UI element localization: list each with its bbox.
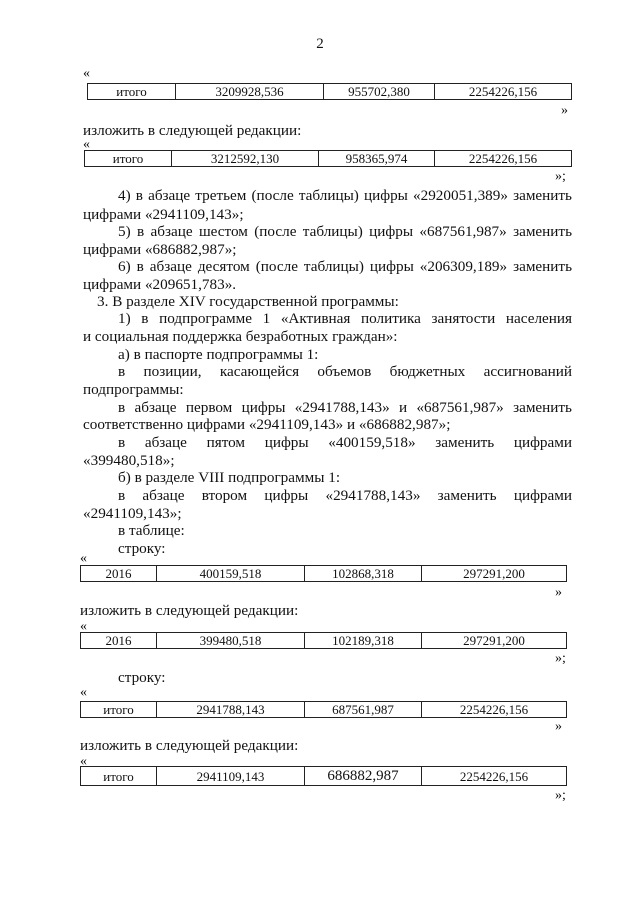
quote-close: » — [555, 585, 562, 600]
quote-open: « — [80, 685, 87, 700]
item-4-line: цифрами «2941109,143»; — [83, 206, 244, 223]
table-cell: 955702,380 — [324, 84, 435, 100]
table-row — [88, 84, 572, 100]
table-row — [81, 767, 567, 786]
position-line: подпрограммы: — [83, 381, 184, 398]
table-cell: 2254226,156 — [435, 84, 572, 100]
row-label: строку: — [118, 669, 166, 686]
second-paragraph-line: «2941109,143»; — [83, 505, 182, 522]
table-cell: итого — [81, 702, 157, 718]
quote-open: « — [83, 66, 90, 81]
data-table-3 — [80, 565, 567, 582]
quote-open: « — [80, 619, 87, 634]
quote-close: »; — [555, 788, 566, 803]
quote-open: « — [83, 137, 90, 152]
edit-instruction: изложить в следующей редакции: — [80, 737, 299, 754]
table-row — [85, 151, 572, 167]
table-cell: 2254226,156 — [422, 767, 567, 786]
table-cell: итого — [81, 767, 157, 786]
table-cell: 2254226,156 — [422, 702, 567, 718]
table-cell: 2941109,143 — [157, 767, 305, 786]
second-paragraph-line: в абзаце втором цифры «2941788,143» заменить цифрами — [118, 487, 572, 504]
table-cell: 2254226,156 — [435, 151, 572, 167]
edit-instruction: изложить в следующей редакции: — [83, 122, 302, 139]
data-table-5 — [80, 701, 567, 718]
data-table-2 — [84, 150, 572, 167]
table-cell: 102189,318 — [305, 633, 422, 649]
item-6-line: цифрами «209651,783». — [83, 276, 237, 293]
row-label: строку: — [118, 540, 166, 557]
section-heading: 3. В разделе XIV государственной программы: — [97, 293, 399, 310]
page-number: 2 — [316, 36, 324, 52]
table-cell: 400159,518 — [157, 566, 305, 582]
table-cell: 958365,974 — [319, 151, 435, 167]
paragraph-a: а) в паспорте подпрограммы 1: — [118, 346, 319, 363]
table-cell: 3212592,130 — [172, 151, 319, 167]
subprogram-line: и социальная поддержка безработных граждан»: — [83, 328, 398, 345]
first-paragraph-line: соответственно цифрами «2941109,143» и «686882,987»; — [83, 416, 451, 433]
first-paragraph-line: в абзаце первом цифры «2941788,143» и «687561,987» заменить — [118, 399, 572, 416]
position-line: в позиции, касающейся объемов бюджетных ассигнований — [118, 363, 572, 380]
table-cell: 399480,518 — [157, 633, 305, 649]
quote-open: « — [80, 754, 87, 769]
subprogram-line: 1) в подпрограмме 1 «Активная политика занятости населения — [118, 310, 572, 327]
table-cell: 102868,318 — [305, 566, 422, 582]
data-table-1 — [87, 83, 572, 100]
edit-instruction: изложить в следующей редакции: — [80, 602, 299, 619]
item-5-line: 5) в абзаце шестом (после таблицы) цифры «687561,987» заменить — [118, 223, 572, 240]
table-cell: 297291,200 — [422, 633, 567, 649]
table-cell: 687561,987 — [305, 702, 422, 718]
in-table-line: в таблице: — [118, 522, 185, 539]
table-cell: 2016 — [81, 566, 157, 582]
table-cell: 297291,200 — [422, 566, 567, 582]
item-4-line: 4) в абзаце третьем (после таблицы) цифры «2920051,389» заменить — [118, 187, 572, 204]
fifth-paragraph-line: «399480,518»; — [83, 452, 175, 469]
quote-close: » — [561, 103, 568, 118]
table-cell: 3209928,536 — [176, 84, 324, 100]
item-6-line: 6) в абзаце десятом (после таблицы) цифры «206309,189» заменить — [118, 258, 572, 275]
table-cell: 686882,987 — [305, 767, 422, 786]
quote-close: » — [555, 719, 562, 734]
quote-open: « — [80, 551, 87, 566]
data-table-4 — [80, 632, 567, 649]
item-5-line: цифрами «686882,987»; — [83, 241, 237, 258]
quote-close: »; — [555, 169, 566, 184]
table-cell: 2016 — [81, 633, 157, 649]
fifth-paragraph-line: в абзаце пятом цифры «400159,518» заменить цифрами — [118, 434, 572, 451]
table-cell: итого — [85, 151, 172, 167]
paragraph-b: б) в разделе VIII подпрограммы 1: — [118, 469, 341, 486]
table-cell: 2941788,143 — [157, 702, 305, 718]
table-cell: итого — [88, 84, 176, 100]
data-table-6 — [80, 766, 567, 786]
table-row — [81, 702, 567, 718]
quote-close: »; — [555, 651, 566, 666]
table-row — [81, 633, 567, 649]
table-row — [81, 566, 567, 582]
